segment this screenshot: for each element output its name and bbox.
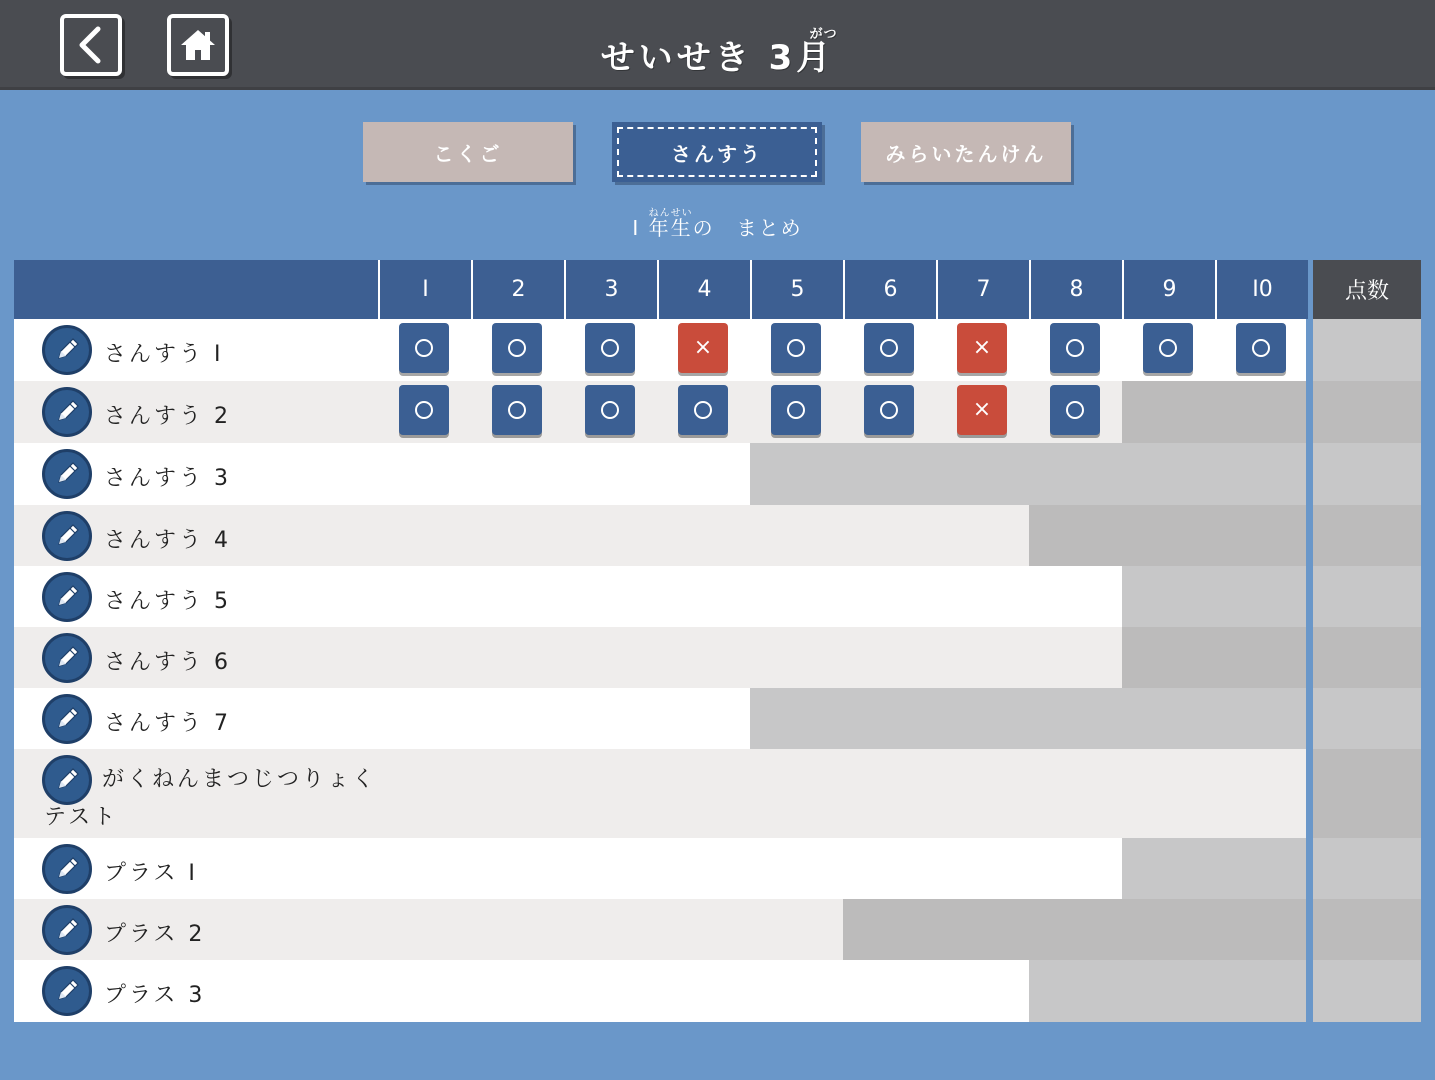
column-header: 6 <box>843 260 936 319</box>
table-row[interactable] <box>14 443 1306 505</box>
circle-mark-icon[interactable] <box>678 385 728 435</box>
unavailable-cells <box>1029 505 1306 566</box>
score-cell <box>1313 627 1421 688</box>
circle-mark-icon[interactable] <box>399 385 449 435</box>
circle-mark-icon[interactable] <box>1050 323 1100 373</box>
score-cell <box>1313 443 1421 505</box>
pencil-icon[interactable] <box>42 572 92 622</box>
column-header: I <box>378 260 471 319</box>
column-header: I0 <box>1215 260 1308 319</box>
tab-label: こくご <box>433 141 503 166</box>
tab-label: さんすう <box>671 141 763 166</box>
score-header: 点数 <box>1313 260 1421 319</box>
score-cell <box>1313 960 1421 1022</box>
score-cell <box>1313 566 1421 627</box>
table-row[interactable] <box>14 566 1306 627</box>
table-row[interactable] <box>14 838 1306 899</box>
unavailable-cells <box>1122 627 1306 688</box>
tab-kokugo[interactable] <box>363 122 573 182</box>
column-header: 9 <box>1122 260 1215 319</box>
circle-mark-icon[interactable] <box>864 385 914 435</box>
summary-heading: I 年生 ねんせい の まとめ <box>0 212 1435 241</box>
pencil-icon[interactable] <box>42 844 92 894</box>
tab-label: みらいたんけん <box>885 141 1047 166</box>
column-header: 5 <box>750 260 843 319</box>
column-header: 3 <box>564 260 657 319</box>
unavailable-cells <box>1122 566 1306 627</box>
row-label: プラス 3 <box>104 983 206 1008</box>
table-row[interactable] <box>14 319 1306 381</box>
score-cell <box>1313 899 1421 960</box>
row-label: プラス 2 <box>104 921 206 947</box>
unavailable-cells <box>750 688 1306 749</box>
circle-mark-icon[interactable] <box>399 323 449 373</box>
score-cell <box>1313 688 1421 749</box>
subject-tabs <box>0 122 1435 184</box>
circle-mark-icon[interactable] <box>1143 323 1193 373</box>
unavailable-cells <box>1122 381 1306 443</box>
title-month: 月 がつ <box>796 38 834 78</box>
cross-mark-icon[interactable]: × <box>957 385 1007 435</box>
top-bar <box>0 0 1435 90</box>
pencil-icon[interactable] <box>42 325 92 375</box>
pencil-icon[interactable] <box>42 966 92 1016</box>
pencil-icon[interactable] <box>42 905 92 955</box>
score-cell <box>1313 505 1421 566</box>
score-cell <box>1313 381 1421 443</box>
row-label: さんすう 6 <box>104 649 231 675</box>
table-row[interactable] <box>14 749 1306 838</box>
tab-sansu[interactable] <box>612 122 822 182</box>
title-ruby: がつ <box>809 27 838 42</box>
subtitle-ruby: ねんせい <box>648 208 693 219</box>
row-label: さんすう 2 <box>104 404 231 429</box>
column-header: 2 <box>471 260 564 319</box>
pencil-icon[interactable] <box>42 449 92 499</box>
circle-mark-icon[interactable] <box>1050 385 1100 435</box>
circle-mark-icon[interactable] <box>771 323 821 373</box>
circle-mark-icon[interactable] <box>585 323 635 373</box>
pencil-icon[interactable] <box>42 694 92 744</box>
column-header: 4 <box>657 260 750 319</box>
row-label: さんすう 3 <box>104 466 231 491</box>
tab-miraitanken[interactable] <box>861 122 1071 182</box>
unavailable-cells <box>1029 960 1306 1022</box>
score-cell <box>1313 319 1421 381</box>
pencil-icon[interactable] <box>42 387 92 437</box>
circle-mark-icon[interactable] <box>1236 323 1286 373</box>
pencil-icon[interactable] <box>42 633 92 683</box>
table-row[interactable] <box>14 960 1306 1022</box>
cross-mark-icon[interactable]: × <box>678 323 728 373</box>
column-separator <box>1306 260 1313 1023</box>
unavailable-cells <box>1122 838 1306 899</box>
unavailable-cells <box>750 443 1306 505</box>
unavailable-cells <box>843 899 1306 960</box>
circle-mark-icon[interactable] <box>585 385 635 435</box>
row-label: プラス I <box>104 860 198 886</box>
score-cell <box>1313 838 1421 899</box>
page-title <box>0 27 1435 79</box>
column-header: 8 <box>1029 260 1122 319</box>
table-row[interactable] <box>14 627 1306 688</box>
grade-table <box>14 260 1421 1023</box>
circle-mark-icon[interactable] <box>492 323 542 373</box>
cross-mark-icon[interactable]: × <box>957 323 1007 373</box>
row-label: さんすう 4 <box>104 527 231 553</box>
circle-mark-icon[interactable] <box>771 385 821 435</box>
circle-mark-icon[interactable] <box>864 323 914 373</box>
pencil-icon[interactable] <box>42 511 92 561</box>
row-label: さんすう 5 <box>104 588 231 614</box>
row-label: がくねんまつじつりょくテスト <box>44 767 378 830</box>
row-label: さんすう 7 <box>104 710 231 736</box>
title-text: せいせき 3 <box>600 38 797 78</box>
column-header: 7 <box>936 260 1029 319</box>
table-row[interactable] <box>14 688 1306 749</box>
circle-mark-icon[interactable] <box>492 385 542 435</box>
table-row[interactable] <box>14 505 1306 566</box>
score-cell <box>1313 749 1421 838</box>
table-row[interactable] <box>14 381 1306 443</box>
table-row[interactable] <box>14 899 1306 960</box>
row-label: さんすう I <box>104 342 224 367</box>
